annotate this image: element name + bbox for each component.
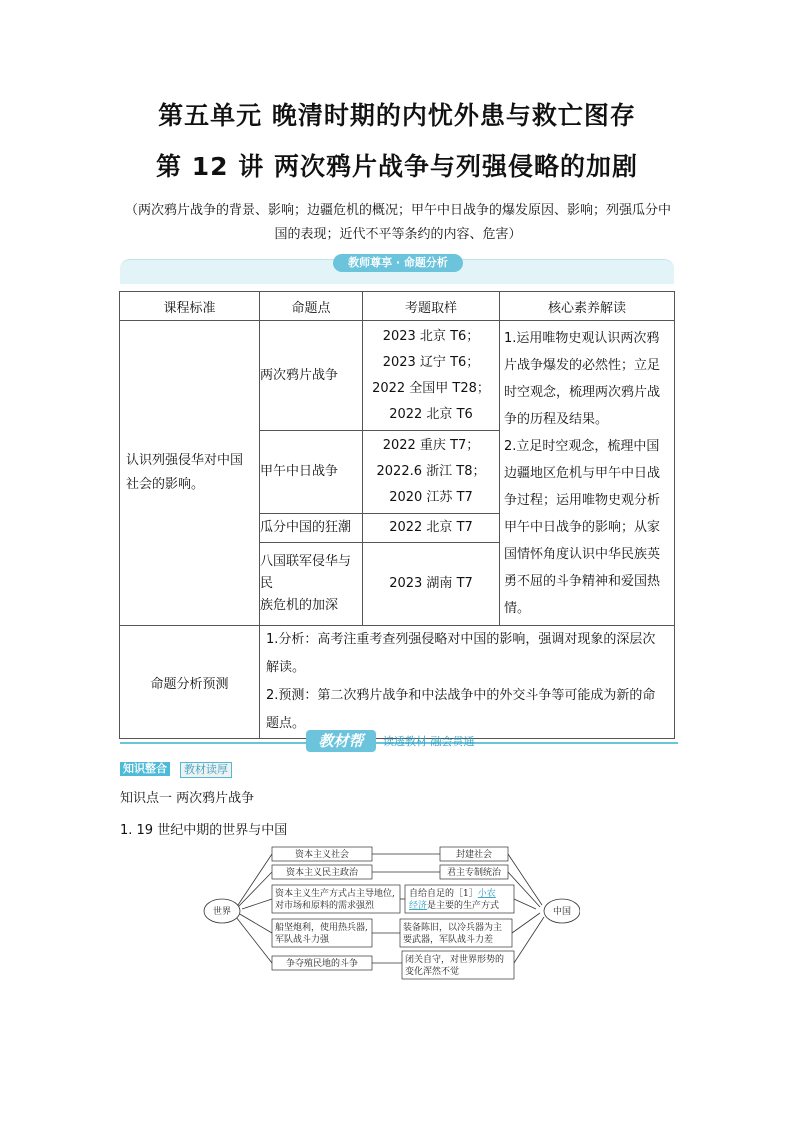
- right-box-text: 经济是主要的生产方式: [409, 901, 500, 911]
- unit-title: 第五单元 晚清时期的内忧外患与救亡图存: [158, 101, 636, 130]
- right-box-text: 闭关自守，对世界形势的: [405, 955, 505, 965]
- proposition-point: 甲午中日战争: [260, 431, 363, 514]
- lesson-scope: （两次鸦片战争的背景、影响；边疆危机的概况；甲午中日战争的爆发原因、影响；列强瓜分中国的表现；近代不平等条约的内容、危害）: [124, 203, 671, 242]
- core-literacy: 1.运用唯物史观认识两次鸦片战争爆发的必然性；立足时空观念，梳理两次鸦片战争的历程及结果。 2.立足时空观念，梳理中国边疆地区危机与甲午中日战争过程；运用唯物史观分析甲午中日战争的影响；从家国情怀角度认识中华民族英勇不屈的斗争精神和爱国热情。: [500, 321, 675, 626]
- right-box-text: 封建社会: [455, 850, 493, 860]
- table-row: [120, 321, 675, 431]
- proposition-point: 瓜分中国的狂潮: [260, 514, 363, 543]
- knowledge-point-title: 知识点一 两次鸦片战争: [120, 791, 255, 806]
- right-box-text: 自给自足的［1］小农: [409, 889, 496, 899]
- sample-questions: 2023 湖南 T7: [363, 543, 500, 626]
- left-box-text: 对市场和原料的需求强烈: [275, 901, 375, 911]
- right-box-text: 君主专制统治: [446, 868, 502, 878]
- teacher-banner-label: 教师尊享 · 命题分析: [333, 254, 463, 272]
- table-header-row: [120, 292, 675, 321]
- knowledge-tag: 知识整合: [120, 762, 170, 776]
- sample-questions: 2023 北京 T6； 2023 辽宁 T6； 2022 全国甲 T28； 2022 北京 T6: [363, 321, 500, 431]
- left-box-text: 军队战斗力强: [275, 935, 330, 945]
- left-box-text: 资本主义社会: [294, 850, 350, 860]
- prediction-label: 命题分析预测: [120, 626, 260, 739]
- proposition-point: 两次鸦片战争: [260, 321, 363, 431]
- header-standard: 课程标准: [120, 292, 260, 321]
- textbook-tag: 教材读厚: [180, 762, 232, 778]
- right-box-text: 要武器，军队战斗力差: [403, 935, 494, 945]
- world-label: 世界: [212, 907, 232, 917]
- subsection-heading: 1. 19 世纪中期的世界与中国: [120, 823, 288, 838]
- table-row: [120, 626, 675, 739]
- left-box-text: 资本主义民主政治: [285, 868, 359, 878]
- header-point: 命题点: [260, 292, 363, 321]
- prediction-content: 1.分析：高考注重考查列强侵略对中国的影响，强调对现象的深层次解读。 2.预测：第二次鸦片战争和中法战争中的外交斗争等可能成为新的命题点。: [260, 626, 675, 739]
- sample-questions: 2022 北京 T7: [363, 514, 500, 543]
- section-tag: 教材帮: [306, 730, 376, 752]
- course-standard: 认识列强侵华对中国社会的影响。: [120, 321, 260, 626]
- header-literacy: 核心素养解读: [500, 292, 675, 321]
- left-box-text: 争夺殖民地的斗争: [285, 959, 359, 969]
- sample-questions: 2022 重庆 T7； 2022.6 浙江 T8； 2020 江苏 T7: [363, 431, 500, 514]
- proposition-point: 八国联军侵华与民 族危机的加深: [260, 543, 363, 626]
- left-box-text: 船坚炮利，使用热兵器,: [275, 923, 368, 933]
- world-china-diagram: [200, 845, 580, 985]
- analysis-table: [119, 291, 675, 739]
- right-box-text: 变化浑然不觉: [405, 967, 460, 977]
- lesson-title: 第 12 讲 两次鸦片战争与列强侵略的加剧: [156, 152, 638, 181]
- header-sample: 考题取样: [363, 292, 500, 321]
- right-box-text: 装备陈旧，以冷兵器为主: [403, 923, 503, 933]
- section-subtitle: 读透教材 融会贯通: [383, 735, 475, 748]
- left-box-text: 资本主义生产方式占主导地位,: [275, 889, 395, 899]
- china-label: 中国: [552, 907, 572, 917]
